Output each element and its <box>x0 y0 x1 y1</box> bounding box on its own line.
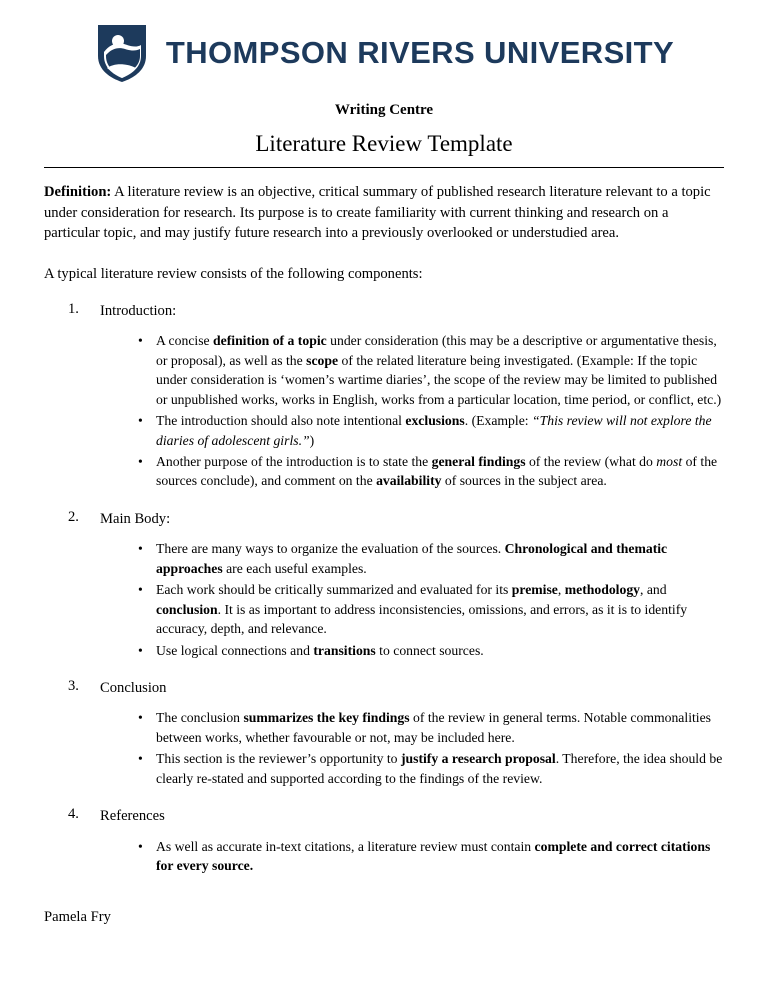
bullet-item <box>100 452 724 491</box>
definition-text: A literature review is an objective, critical summary of published research literature relevant to a topic under consideration for research. Its purpose is to create familiarity with current thinking and research on a particular topic, and may justify future research into a previously overlooked or understudied area. <box>44 184 711 242</box>
university-name: THOMPSON RIVERS UNIVERSITY <box>165 35 675 70</box>
bullet-item <box>100 580 724 638</box>
component-number: 3. <box>68 678 79 695</box>
bullet-text: As well as accurate in-text citations, a literature review must contain complete and correct citations for every source. <box>156 838 711 874</box>
bullet-text: There are many ways to organize the evaluation of the sources. Chronological and thematic approaches are each useful examples. <box>156 541 668 576</box>
title-divider <box>44 167 724 168</box>
lead-paragraph: A typical literature review consists of the following components: <box>44 266 423 283</box>
bullet-item <box>100 539 724 578</box>
components-list <box>44 301 724 876</box>
definition-paragraph <box>44 182 724 244</box>
component-bullets <box>100 331 724 491</box>
bullet-glyph: • <box>138 642 143 658</box>
document-header <box>44 0 724 84</box>
component-title: Conclusion <box>100 680 167 697</box>
bullet-item <box>100 331 724 409</box>
definition-label: Definition: <box>44 184 112 200</box>
component-number: 4. <box>68 806 79 823</box>
tru-shield-icon <box>94 22 150 84</box>
bullet-text: This section is the reviewer’s opportunity to justify a research proposal. Therefore, the idea should be clearly re-stated and supported according to the findings of the review. <box>156 751 723 786</box>
component-title: Main Body: <box>100 510 171 527</box>
bullet-glyph: • <box>138 413 143 429</box>
component-item <box>44 301 724 491</box>
component-item <box>44 509 724 660</box>
page-title: Literature Review Template <box>255 131 513 156</box>
bullet-item <box>100 411 724 450</box>
bullet-glyph: • <box>138 710 143 726</box>
bullet-item <box>100 749 724 788</box>
department-name: Writing Centre <box>334 102 434 118</box>
bullet-text: The introduction should also note intentional exclusions. (Example: “This review will not explore the diaries of adolescent girls.”) <box>156 413 712 448</box>
author-signature: Pamela Fry <box>44 909 111 925</box>
bullet-text: Use logical connections and transitions to connect sources. <box>156 642 484 658</box>
bullet-text: A concise definition of a topic under consideration (this may be a descriptive or argumentative thesis, or proposal), as well as the scope of the related literature being investigated. (Example: If the topic under consideration is ‘women’s wartime diaries’, the scope of the review may be limited to published or unpublished works, works in English, works from a particular location, time period, or conflict, etc.) <box>156 333 722 407</box>
bullet-glyph: • <box>138 838 143 854</box>
bullet-glyph: • <box>138 454 143 470</box>
component-bullets <box>100 837 724 876</box>
bullet-text: The conclusion summarizes the key findings of the review in general terms. Notable commonalities between works, whether favourable or not, may be included here. <box>156 710 711 745</box>
bullet-glyph: • <box>138 333 143 349</box>
component-bullets <box>100 539 724 660</box>
bullet-text: Another purpose of the introduction is to state the general findings of the review (what do most of the sources conclude), and comment on the availability of sources in the subject area. <box>156 454 718 489</box>
component-item <box>44 678 724 788</box>
bullet-glyph: • <box>138 582 143 598</box>
component-item <box>44 806 724 875</box>
component-bullets <box>100 708 724 788</box>
bullet-item <box>100 837 724 876</box>
component-number: 1. <box>68 300 79 317</box>
component-title: References <box>100 808 165 825</box>
bullet-glyph: • <box>138 751 143 767</box>
bullet-glyph: • <box>138 541 143 557</box>
bullet-item <box>100 641 724 660</box>
bullet-item <box>100 708 724 747</box>
component-title: Introduction: <box>100 302 177 319</box>
component-number: 2. <box>68 508 79 525</box>
bullet-text: Each work should be critically summarized and evaluated for its premise, methodology, and conclusion. It is as important to address inconsistencies, omissions, and errors, as it is to identify accuracy, depth, and relevance. <box>156 582 688 637</box>
